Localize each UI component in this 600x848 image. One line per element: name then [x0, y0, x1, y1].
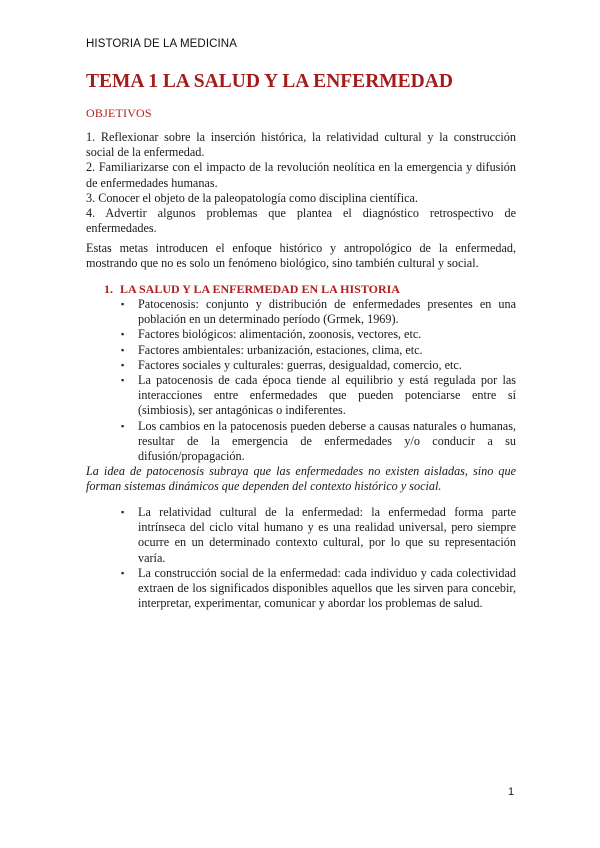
- bullet-text: Los cambios en la patocenosis pueden deberse a causas naturales o humanas, resultar de la emergencia de enfermedades y/o conducir a su difusión/propagación.: [138, 418, 516, 464]
- objective-item: 1. Reflexionar sobre la inserción histórica, la relatividad cultural y la construcción social de la enfermedad.: [86, 130, 516, 160]
- section-title: LA SALUD Y LA ENFERMEDAD EN LA HISTORIA: [120, 282, 400, 296]
- bullet-text: Patocenosis: conjunto y distribución de enfermedades presentes en una población en un determinado período (Grmek, 1969).: [138, 297, 516, 327]
- running-header: HISTORIA DE LA MEDICINA: [86, 38, 237, 50]
- bullet-text: La construcción social de la enfermedad: cada individuo y cada colectividad extraen de los significados disponibles aquellos que les sirven para concebir, interpretar, experimentar, comunicar y abordar los problemas de salud.: [138, 565, 516, 611]
- bullet-item: [121, 418, 516, 465]
- objective-item: 2. Familiarizarse con el impacto de la revolución neolítica en la emergencia y difusión de enfermedades humanas.: [86, 160, 516, 190]
- square-bullet-icon: ▪: [121, 375, 125, 386]
- intro-paragraph: Estas metas introducen el enfoque histórico y antropológico de la enfermedad, mostrando que no es solo un fenómeno biológico, sino también cultural y social.: [86, 241, 516, 271]
- page-title: TEMA 1 LA SALUD Y LA ENFERMEDAD: [86, 71, 453, 92]
- section-1-heading: [104, 282, 400, 297]
- square-bullet-icon: ▪: [121, 359, 125, 370]
- square-bullet-icon: ▪: [121, 507, 125, 517]
- bullet-text: La patocenosis de cada época tiende al equilibrio y está regulada por las interacciones entre enfermedades que pueden potenciarse entre sí (simbiosis), ser antagónicas o indiferentes.: [138, 373, 516, 418]
- section-number: 1.: [104, 282, 113, 296]
- square-bullet-icon: ▪: [121, 344, 125, 355]
- square-bullet-icon: ▪: [121, 329, 125, 340]
- bullet-item: [121, 327, 516, 342]
- section-1-bullet-list: [121, 297, 516, 464]
- bullet-item: [121, 505, 516, 566]
- italic-note: La idea de patocenosis subraya que las enfermedades no existen aisladas, sino que forman sistemas dinámicos que dependen del contexto histórico y social.: [86, 464, 516, 494]
- bullet-item: [121, 565, 516, 612]
- bullet-item: [121, 357, 516, 373]
- bullet-item: [121, 373, 516, 419]
- objective-item: 4. Advertir algunos problemas que plantea el diagnóstico retrospectivo de enfermedades.: [86, 206, 516, 236]
- bullet-item: [121, 342, 516, 358]
- square-bullet-icon: ▪: [121, 299, 125, 309]
- square-bullet-icon: ▪: [121, 420, 125, 431]
- section-2-bullet-list: [121, 505, 516, 611]
- objective-item: 3. Conocer el objeto de la paleopatología como disciplina científica.: [86, 190, 418, 205]
- objectives-list: [86, 130, 516, 236]
- bullet-text: Factores biológicos: alimentación, zoonosis, vectores, etc.: [138, 327, 422, 342]
- bullet-text: Factores ambientales: urbanización, estaciones, clima, etc.: [138, 342, 423, 357]
- page-number: 1: [508, 786, 515, 798]
- bullet-text: Factores sociales y culturales: guerras, desigualdad, comercio, etc.: [138, 357, 462, 372]
- square-bullet-icon: ▪: [121, 567, 125, 578]
- bullet-text: La relatividad cultural de la enfermedad: la enfermedad forma parte intrínseca del ciclo vital humano y es una realidad universal, pero siempre ocurre en un determinado contexto cultural, por lo que su representación varía.: [138, 505, 516, 565]
- bullet-item: [121, 297, 516, 327]
- objectives-heading: OBJETIVOS: [86, 106, 152, 120]
